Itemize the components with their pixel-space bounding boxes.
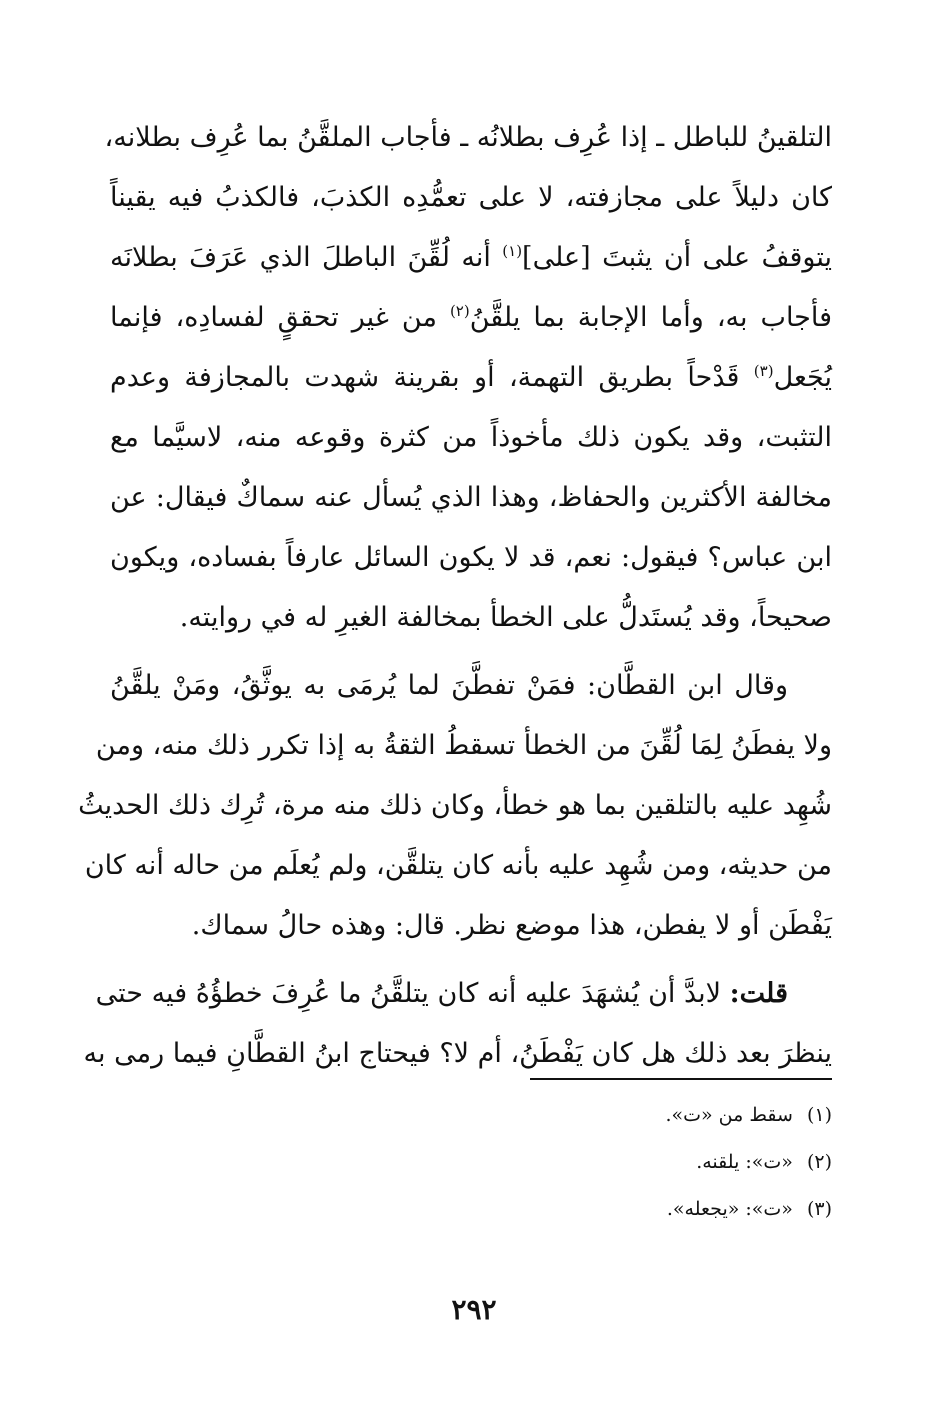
lead-word: قلت: — [729, 978, 788, 1009]
text-line: وقال ابن القطَّان: فمَنْ تفطَّنَ لما يُرمَى به يوثَّقُ، ومَنْ يلقَّنُ — [110, 670, 788, 701]
text-line: ينظرَ بعد ذلك هل كان يَفْطَنُ، أم لا؟ فيحتاج ابنُ القطَّانِ فيما رمى به — [83, 1038, 832, 1069]
footnote-3 — [400, 1186, 832, 1233]
text-segment: يتوقفُ على أن يثبتَ [على] — [522, 242, 832, 273]
text-segment: أنه لُقِّنَ الباطلَ الذي عَرَفَ بطلانَه — [110, 242, 491, 273]
text-line: شُهِد عليه بالتلقين بما هو خطأ، وكان ذلك منه مرة، تُرِك ذلك الحديثُ — [78, 790, 832, 821]
footnote-2 — [400, 1139, 832, 1186]
text-line: من حديثه، ومن شُهِد عليه بأنه كان يتلقَّن، ولم يُعلَم من حاله أنه كان — [84, 850, 832, 881]
footnote-divider — [530, 1078, 832, 1080]
text-line: يَفْطَن أو لا يفطن، هذا موضع نظر. قال: وهذه حالُ سماك. — [191, 910, 832, 941]
footnote-text: «ت»: «يجعله». — [666, 1198, 793, 1220]
footnote-ref-2: (٢) — [449, 302, 470, 320]
text-line — [110, 348, 832, 408]
text-line: ابن عباس؟ فيقول: نعم، قد لا يكون السائل عارفاً بفساده، ويكون — [110, 542, 832, 573]
footnote-number: (٢) — [806, 1151, 832, 1173]
text-line: صحيحاً، وقد يُستَدلُّ على الخطأ بمخالفة الغيرِ له في روايته. — [179, 602, 832, 633]
text-line — [110, 288, 832, 348]
footnote-number: (١) — [806, 1104, 832, 1126]
text-segment: لابدَّ أن يُشهَدَ عليه أنه كان يتلقَّنُ ما عُرِفَ خطؤُهُ فيه حتى — [95, 978, 722, 1009]
text-segment: يُجَعل — [773, 362, 832, 393]
footnote-ref-3: (٣) — [753, 362, 774, 380]
footnote-text: سقط من «ت». — [665, 1104, 793, 1126]
footnote-ref-1: (١) — [502, 242, 523, 260]
text-segment: من غير تحققٍ لفسادِه، فإنما — [110, 302, 437, 333]
text-segment: قَدْحاً بطريق التهمة، أو بقرينة شهدت بالمجازفة وعدم — [110, 362, 740, 393]
text-line: مخالفة الأكثرين والحفاظ، وهذا الذي يُسأل عنه سماكٌ فيقال: عن — [110, 482, 832, 513]
footnotes — [400, 1092, 832, 1233]
page-number: ٢٩٢ — [451, 1293, 497, 1326]
text-line — [95, 964, 832, 1024]
text-line: التثبت، وقد يكون ذلك مأخوذاً من كثرة وقوعه منه، لاسيَّما مع — [110, 422, 832, 453]
text-line: ولا يفطَنُ لِمَا لُقِّنَ من الخطأ تسقطُ الثقةُ به إذا تكرر ذلك منه، ومن — [95, 730, 832, 761]
main-text — [78, 108, 832, 1084]
text-segment: فأجاب به، وأما الإجابة بما يلقَّنُ — [469, 302, 832, 333]
footnote-text: «ت»: يلقنه. — [696, 1151, 793, 1173]
text-line: التلقينُ للباطل ـ إذا عُرِف بطلانُه ـ فأجاب الملقَّنُ بما عُرِف بطلانه، — [104, 122, 832, 153]
text-line: كان دليلاً على مجازفته، لا على تعمُّدِه الكذبَ، فالكذبُ فيه يقيناً — [110, 182, 832, 213]
text-line — [110, 228, 832, 288]
footnote-1 — [400, 1092, 832, 1139]
footnote-number: (٣) — [806, 1198, 832, 1220]
